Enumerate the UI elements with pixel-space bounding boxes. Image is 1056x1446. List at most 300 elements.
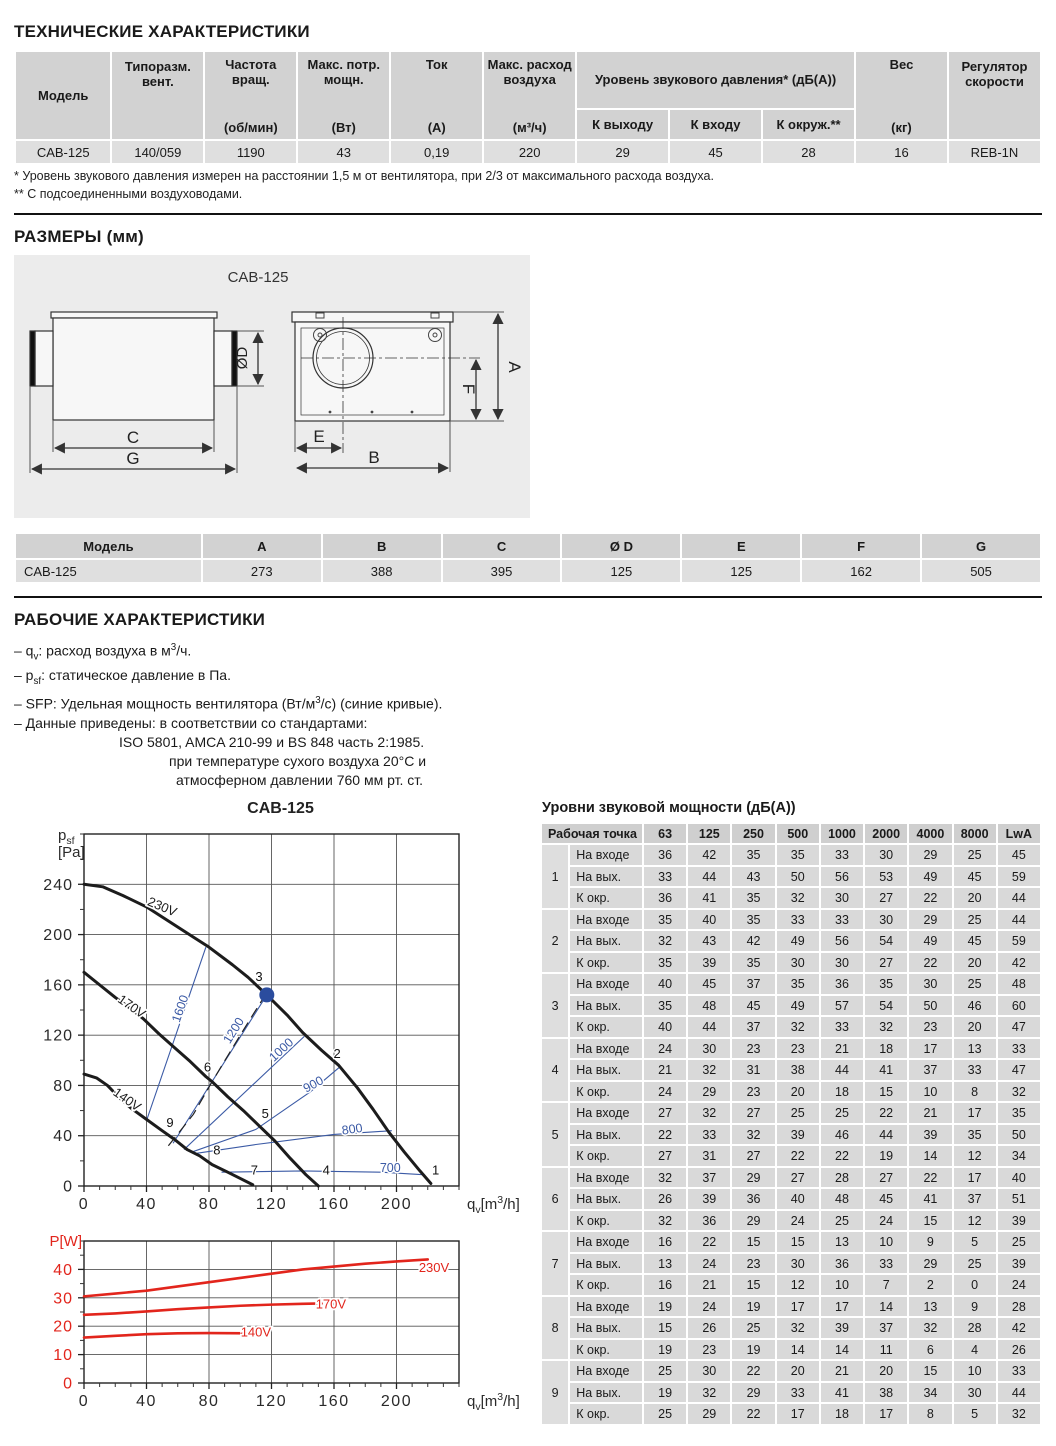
sound-value-cell: 41 [688,888,730,908]
sound-value-cell: 38 [777,1060,819,1080]
sound-value-cell: 33 [644,867,686,887]
sound-value-cell: 36 [732,1189,774,1209]
sound-value-cell: 32 [998,1404,1040,1424]
sound-table-row [542,1146,1040,1166]
sound-value-cell: 27 [644,1146,686,1166]
sound-value-cell: 22 [644,1125,686,1145]
sound-value-cell: 28 [954,1318,996,1338]
working-point-number: 7 [542,1232,568,1295]
sfp-label: 900 [300,1073,326,1096]
y-tick-label: 40 [53,1128,73,1146]
y-tick-label: 120 [43,1027,73,1045]
sound-column [540,800,1042,1426]
sound-row-label: На входе [570,1297,642,1317]
sound-value-cell: 33 [865,1254,907,1274]
sound-value-cell: 15 [777,1232,819,1252]
footnote-1: * Уровень звукового давления измерен на расстоянии 1,5 м от вентилятора, при 2/3 от максимального расхода воздуха. [14,169,714,183]
sound-value-cell: 44 [998,888,1040,908]
y-tick-label: 40 [53,1261,73,1279]
sound-value-cell: 12 [777,1275,819,1295]
sound-value-cell: 37 [954,1189,996,1209]
sound-value-cell: 17 [777,1404,819,1424]
sound-value-cell: 27 [732,1146,774,1166]
x-tick-label: 80 [198,1392,220,1410]
sound-value-cell: 35 [644,953,686,973]
section-title-tech: ТЕХНИЧЕСКИЕ ХАРАКТЕРИСТИКИ [14,22,310,41]
sound-value-cell: 56 [821,931,863,951]
sound-value-cell: 17 [777,1297,819,1317]
sound-value-cell: 36 [821,974,863,994]
x-tick-label: 40 [136,1195,157,1213]
sound-value-cell: 29 [909,845,951,865]
dim-label-c: C [126,428,140,447]
sound-value-cell: 44 [821,1060,863,1080]
working-point-number: 4 [542,1039,568,1102]
sound-col-header: 2000 [865,824,907,844]
note-line: – Данные приведены: в соответствии со стандартами: [14,714,368,731]
sound-value-cell: 14 [821,1340,863,1360]
sound-value-cell: 30 [688,1361,730,1381]
sound-table-row [542,1189,1040,1209]
sound-value-cell: 45 [954,931,996,951]
note-line: – SFP: Удельная мощность вентилятора $(Вт/м^3/с)$ (синие кривые). [14,695,443,712]
sound-value-cell: 25 [954,845,996,865]
working-point-label-3: 3 [255,968,263,984]
sound-value-cell: 36 [688,1211,730,1231]
sound-value-cell: 21 [644,1060,686,1080]
divider [14,596,1042,598]
sound-value-cell: 35 [732,910,774,930]
sound-value-cell: 50 [909,996,951,1016]
sound-value-cell: 29 [909,910,951,930]
curve-140V [84,1333,248,1338]
sound-value-cell: 17 [909,1039,951,1059]
section-title-dimensions: РАЗМЕРЫ (мм) [14,227,144,246]
sound-value-cell: 21 [821,1039,863,1059]
sound-value-cell: 21 [821,1361,863,1381]
working-point-number: 5 [542,1103,568,1166]
dim-label-a: A [505,361,524,373]
sound-value-cell: 22 [909,953,951,973]
sound-value-cell: 39 [998,1211,1040,1231]
sound-value-cell: 5 [954,1404,996,1424]
sound-value-cell: 39 [998,1254,1040,1274]
sound-table-row [542,1383,1040,1403]
sound-value-cell: 25 [777,1103,819,1123]
tech-specs-table [14,50,1042,165]
sound-value-cell: 13 [909,1297,951,1317]
sound-table-row [542,1254,1040,1274]
note-line: атмосферном давлении 760 мм рт. ст. [176,771,423,788]
y-tick-label: 20 [53,1318,73,1336]
sfp-label: 700 [379,1161,401,1176]
x-tick-label: 40 [136,1392,157,1410]
sound-value-cell: 44 [998,910,1040,930]
curve-230V [84,884,431,1183]
sound-value-cell: 30 [865,910,907,930]
sound-value-cell: 36 [821,1254,863,1274]
sound-row-label: На вых. [570,1383,642,1403]
sound-row-label: К окр. [570,1146,642,1166]
sound-value-cell: 27 [777,1168,819,1188]
sound-value-cell: 23 [732,1254,774,1274]
sound-table-row [542,1211,1040,1231]
sound-row-label: На вых. [570,1125,642,1145]
selected-point-marker [259,987,274,1002]
y-tick-label: 30 [53,1290,73,1308]
sound-value-cell: 14 [865,1297,907,1317]
sound-value-cell: 29 [688,1404,730,1424]
working-point-label-4: 4 [322,1162,330,1178]
sound-value-cell: 35 [865,974,907,994]
working-point-label-1: 1 [431,1162,440,1178]
sound-value-cell: 22 [732,1404,774,1424]
sound-value-cell: 37 [909,1060,951,1080]
sound-value-cell: 37 [732,974,774,994]
col-header-size: Типоразм. вент. [112,52,203,139]
sound-table-row [542,953,1040,973]
sound-row-label: На вых. [570,1060,642,1080]
sound-value-cell: 32 [909,1318,951,1338]
sound-value-cell: 30 [865,845,907,865]
divider [14,213,1042,215]
sound-value-cell: 17 [954,1103,996,1123]
sound-value-cell: 35 [732,953,774,973]
sound-value-cell: 15 [909,1211,951,1231]
sound-value-cell: 48 [998,974,1040,994]
sound-table-row [542,1039,1040,1059]
sound-value-cell: 32 [688,1103,730,1123]
sound-value-cell: 18 [865,1039,907,1059]
sound-value-cell: 32 [998,1082,1040,1102]
sound-value-cell: 32 [644,931,686,951]
sound-value-cell: 21 [909,1103,951,1123]
footnote-2: ** С подсоединенными воздуховодами. [14,187,243,201]
sound-table-row [542,910,1040,930]
dimensions-header-row: Модель A B C Ø D E F G [16,534,1040,558]
sound-value-cell: 22 [821,1146,863,1166]
sound-row-label: На входе [570,1168,642,1188]
sound-value-cell: 40 [777,1189,819,1209]
curve-label-230V: 230V [418,1260,450,1276]
working-point-label-8: 8 [213,1142,221,1158]
sound-value-cell: 23 [777,1039,819,1059]
sound-value-cell: 48 [688,996,730,1016]
sound-value-cell: 50 [998,1125,1040,1145]
sound-value-cell: 33 [821,910,863,930]
sound-table-row [542,974,1040,994]
sound-value-cell: 30 [777,953,819,973]
sound-value-cell: 32 [865,1017,907,1037]
sound-value-cell: 45 [954,867,996,887]
sound-value-cell: 6 [909,1340,951,1360]
sound-table-row [542,1318,1040,1338]
section-title-working: РАБОЧИЕ ХАРАКТЕРИСТИКИ [14,610,266,629]
sound-table-row [542,1125,1040,1145]
sound-value-cell: 33 [998,1039,1040,1059]
sound-value-cell: 43 [732,867,774,887]
sound-value-cell: 32 [777,888,819,908]
sound-col-header: 500 [777,824,819,844]
sound-row-label: К окр. [570,1017,642,1037]
sound-value-cell: 40 [644,974,686,994]
sound-value-cell: 43 [688,931,730,951]
sound-value-cell: 27 [732,1103,774,1123]
sound-value-cell: 13 [821,1232,863,1252]
sound-value-cell: 20 [954,888,996,908]
sound-value-cell: 14 [777,1340,819,1360]
sound-table-title: Уровни звуковой мощности (дБ(А)) [542,799,796,816]
col-header-to-inlet: К входу [670,110,761,139]
sound-value-cell: 19 [732,1340,774,1360]
sound-value-cell: 32 [688,1383,730,1403]
side-view [30,312,237,420]
sound-value-cell: 44 [688,1017,730,1037]
note-line: при температуре сухого воздуха 20°C и [169,752,427,769]
sound-table-row [542,888,1040,908]
sound-value-cell: 23 [688,1340,730,1360]
sound-value-cell: 27 [865,953,907,973]
x-tick-label: 160 [318,1392,350,1410]
sound-value-cell: 39 [777,1125,819,1145]
sfp-label: 1000 [266,1035,297,1065]
working-notes [14,638,1042,790]
sound-value-cell: 46 [821,1125,863,1145]
sound-row-label: К окр. [570,953,642,973]
sound-value-cell: 24 [644,1039,686,1059]
sound-value-cell: 25 [954,910,996,930]
sound-table-row [542,867,1040,887]
x-tick-label: 200 [380,1392,413,1410]
sound-value-cell: 8 [954,1082,996,1102]
sound-value-cell: 4 [954,1340,996,1360]
sound-value-cell: 42 [998,953,1040,973]
sfp-label: 800 [340,1120,364,1138]
y-tick-label: 240 [43,876,73,894]
sound-value-cell: 16 [644,1232,686,1252]
charts-column [28,800,536,1424]
working-point-number: 3 [542,974,568,1037]
sound-col-header: 4000 [909,824,951,844]
dim-label-e: E [313,427,325,446]
sound-value-cell: 10 [954,1361,996,1381]
sound-value-cell: 23 [732,1082,774,1102]
sound-value-cell: 25 [998,1232,1040,1252]
y-tick-label: 0 [63,1375,73,1393]
sound-table-row [542,1017,1040,1037]
sound-value-cell: 39 [688,1189,730,1209]
y-axis-label: [Pa] [58,843,85,861]
sound-table-row [542,1404,1040,1424]
sound-value-cell: 22 [865,1103,907,1123]
sound-row-label: К окр. [570,1340,642,1360]
sound-value-cell: 34 [998,1146,1040,1166]
sound-value-cell: 32 [732,1125,774,1145]
note-line: – $p_{sf}$: статическое давление в Па. [14,667,231,688]
sound-value-cell: 19 [644,1340,686,1360]
sound-table-row [542,1168,1040,1188]
sound-value-cell: 37 [688,1168,730,1188]
sound-value-cell: 39 [821,1318,863,1338]
sound-value-cell: 45 [865,1189,907,1209]
sound-value-cell: 25 [644,1404,686,1424]
sound-row-label: К окр. [570,1404,642,1424]
sound-col-header: 8000 [954,824,996,844]
sound-value-cell: 41 [909,1189,951,1209]
dim-label-od: ØD [234,346,251,370]
sound-value-cell: 29 [732,1211,774,1231]
sound-row-label: На вых. [570,867,642,887]
sound-value-cell: 24 [998,1275,1040,1295]
sound-value-cell: 45 [998,845,1040,865]
sound-value-cell: 25 [821,1211,863,1231]
tech-spec-row: CAB-125 140/059 1190 43 0,19 220 29 45 28 16 REB-1N [16,141,1040,163]
sound-value-cell: 7 [865,1275,907,1295]
sound-value-cell: 18 [821,1082,863,1102]
sound-power-table [540,822,1042,1426]
sound-value-cell: 32 [777,1017,819,1037]
dimensions-table [14,532,1042,584]
sound-value-cell: 57 [821,996,863,1016]
y-tick-label: 80 [53,1077,73,1095]
curve-label-170V: 170V [115,991,149,1022]
dim-label-f: F [459,383,478,395]
sound-value-cell: 44 [688,867,730,887]
dim-label-g: G [126,449,140,468]
sound-value-cell: 31 [688,1146,730,1166]
sound-value-cell: 24 [777,1211,819,1231]
x-tick-label: 200 [380,1195,413,1213]
sound-col-header: Рабочая точка [542,824,642,844]
sound-table-row [542,1275,1040,1295]
sound-table-row [542,1361,1040,1381]
sound-value-cell: 51 [998,1189,1040,1209]
sound-value-cell: 5 [954,1232,996,1252]
sound-value-cell: 9 [954,1297,996,1317]
col-header-to-surround: К окруж.** [763,110,854,139]
sound-value-cell: 10 [865,1232,907,1252]
sound-value-cell: 10 [821,1275,863,1295]
sound-value-cell: 20 [954,953,996,973]
sound-value-cell: 44 [865,1125,907,1145]
sound-value-cell: 37 [865,1318,907,1338]
sound-value-cell: 19 [644,1297,686,1317]
sfp-curve-1600 [147,947,206,1120]
sound-value-cell: 25 [954,1254,996,1274]
sound-value-cell: 33 [821,1017,863,1037]
sound-value-cell: 15 [732,1275,774,1295]
sound-row-label: К окр. [570,1275,642,1295]
sound-value-cell: 45 [732,996,774,1016]
sound-row-label: На вых. [570,996,642,1016]
sound-row-label: На входе [570,845,642,865]
working-point-number: 8 [542,1297,568,1360]
sound-value-cell: 17 [821,1297,863,1317]
sound-row-label: На входе [570,910,642,930]
sound-table-row [542,1297,1040,1317]
curve-label-140V: 140V [110,1084,144,1115]
sound-value-cell: 22 [688,1232,730,1252]
y-axis-label: $p_{sf}$ [58,826,75,847]
sound-value-cell: 53 [865,867,907,887]
sound-value-cell: 22 [777,1146,819,1166]
sound-value-cell: 25 [644,1361,686,1381]
sound-value-cell: 36 [644,888,686,908]
note-line: ISO 5801, AMCA 210-99 и BS 848 часть 2:1985. [119,733,425,750]
sfp-label: 1200 [220,1014,248,1046]
sound-value-cell: 41 [865,1060,907,1080]
curve-170V [84,1303,322,1314]
sound-value-cell: 25 [821,1103,863,1123]
sound-row-label: На входе [570,1039,642,1059]
sound-value-cell: 44 [998,1383,1040,1403]
sound-value-cell: 16 [644,1275,686,1295]
sound-value-cell: 54 [865,996,907,1016]
sound-value-cell: 2 [909,1275,951,1295]
sound-value-cell: 15 [732,1232,774,1252]
x-tick-label: 0 [78,1392,90,1410]
sound-value-cell: 47 [998,1060,1040,1080]
sound-value-cell: 30 [909,974,951,994]
sound-value-cell: 59 [998,931,1040,951]
sound-value-cell: 10 [909,1082,951,1102]
working-point-number: 1 [542,845,568,908]
sound-value-cell: 15 [909,1361,951,1381]
sound-value-cell: 42 [688,845,730,865]
sound-value-cell: 33 [777,1383,819,1403]
x-axis-label: $q_v[m^3/h]$ [467,1193,520,1216]
sound-value-cell: 32 [777,1318,819,1338]
sound-value-cell: 39 [688,953,730,973]
sound-value-cell: 19 [865,1146,907,1166]
sound-col-header: LwA [998,824,1040,844]
sound-value-cell: 26 [998,1340,1040,1360]
sound-table-row [542,845,1040,865]
sound-value-cell: 22 [909,888,951,908]
sound-value-cell: 45 [688,974,730,994]
working-point-label-2: 2 [333,1045,341,1061]
sound-value-cell: 49 [909,931,951,951]
sound-value-cell: 30 [954,1383,996,1403]
chart-title: CAB-125 [247,799,314,817]
col-header-frequency: Частота вращ. (об/мин) [205,52,296,139]
sound-value-cell: 30 [688,1039,730,1059]
sound-value-cell: 17 [954,1168,996,1188]
sound-value-cell: 24 [865,1211,907,1231]
x-tick-label: 160 [318,1195,350,1213]
sound-value-cell: 20 [777,1082,819,1102]
working-point-number: 6 [542,1168,568,1231]
sound-value-cell: 35 [732,888,774,908]
model-value: CAB-125 [16,141,110,163]
x-tick-label: 120 [255,1392,288,1410]
sound-value-cell: 24 [688,1297,730,1317]
sound-row-label: На вых. [570,931,642,951]
col-header-current: Ток (А) [391,52,482,139]
sound-value-cell: 36 [644,845,686,865]
dimensions-drawing [14,255,530,518]
col-header-regulator: Регулятор скорости [949,52,1040,139]
sound-value-cell: 8 [909,1404,951,1424]
x-tick-label: 80 [198,1195,220,1213]
working-point-number: 9 [542,1361,568,1424]
sound-value-cell: 29 [909,1254,951,1274]
sound-value-cell: 33 [777,910,819,930]
sound-value-cell: 30 [821,888,863,908]
sound-col-header: 1000 [821,824,863,844]
sound-value-cell: 25 [954,974,996,994]
sound-value-cell: 39 [909,1125,951,1145]
